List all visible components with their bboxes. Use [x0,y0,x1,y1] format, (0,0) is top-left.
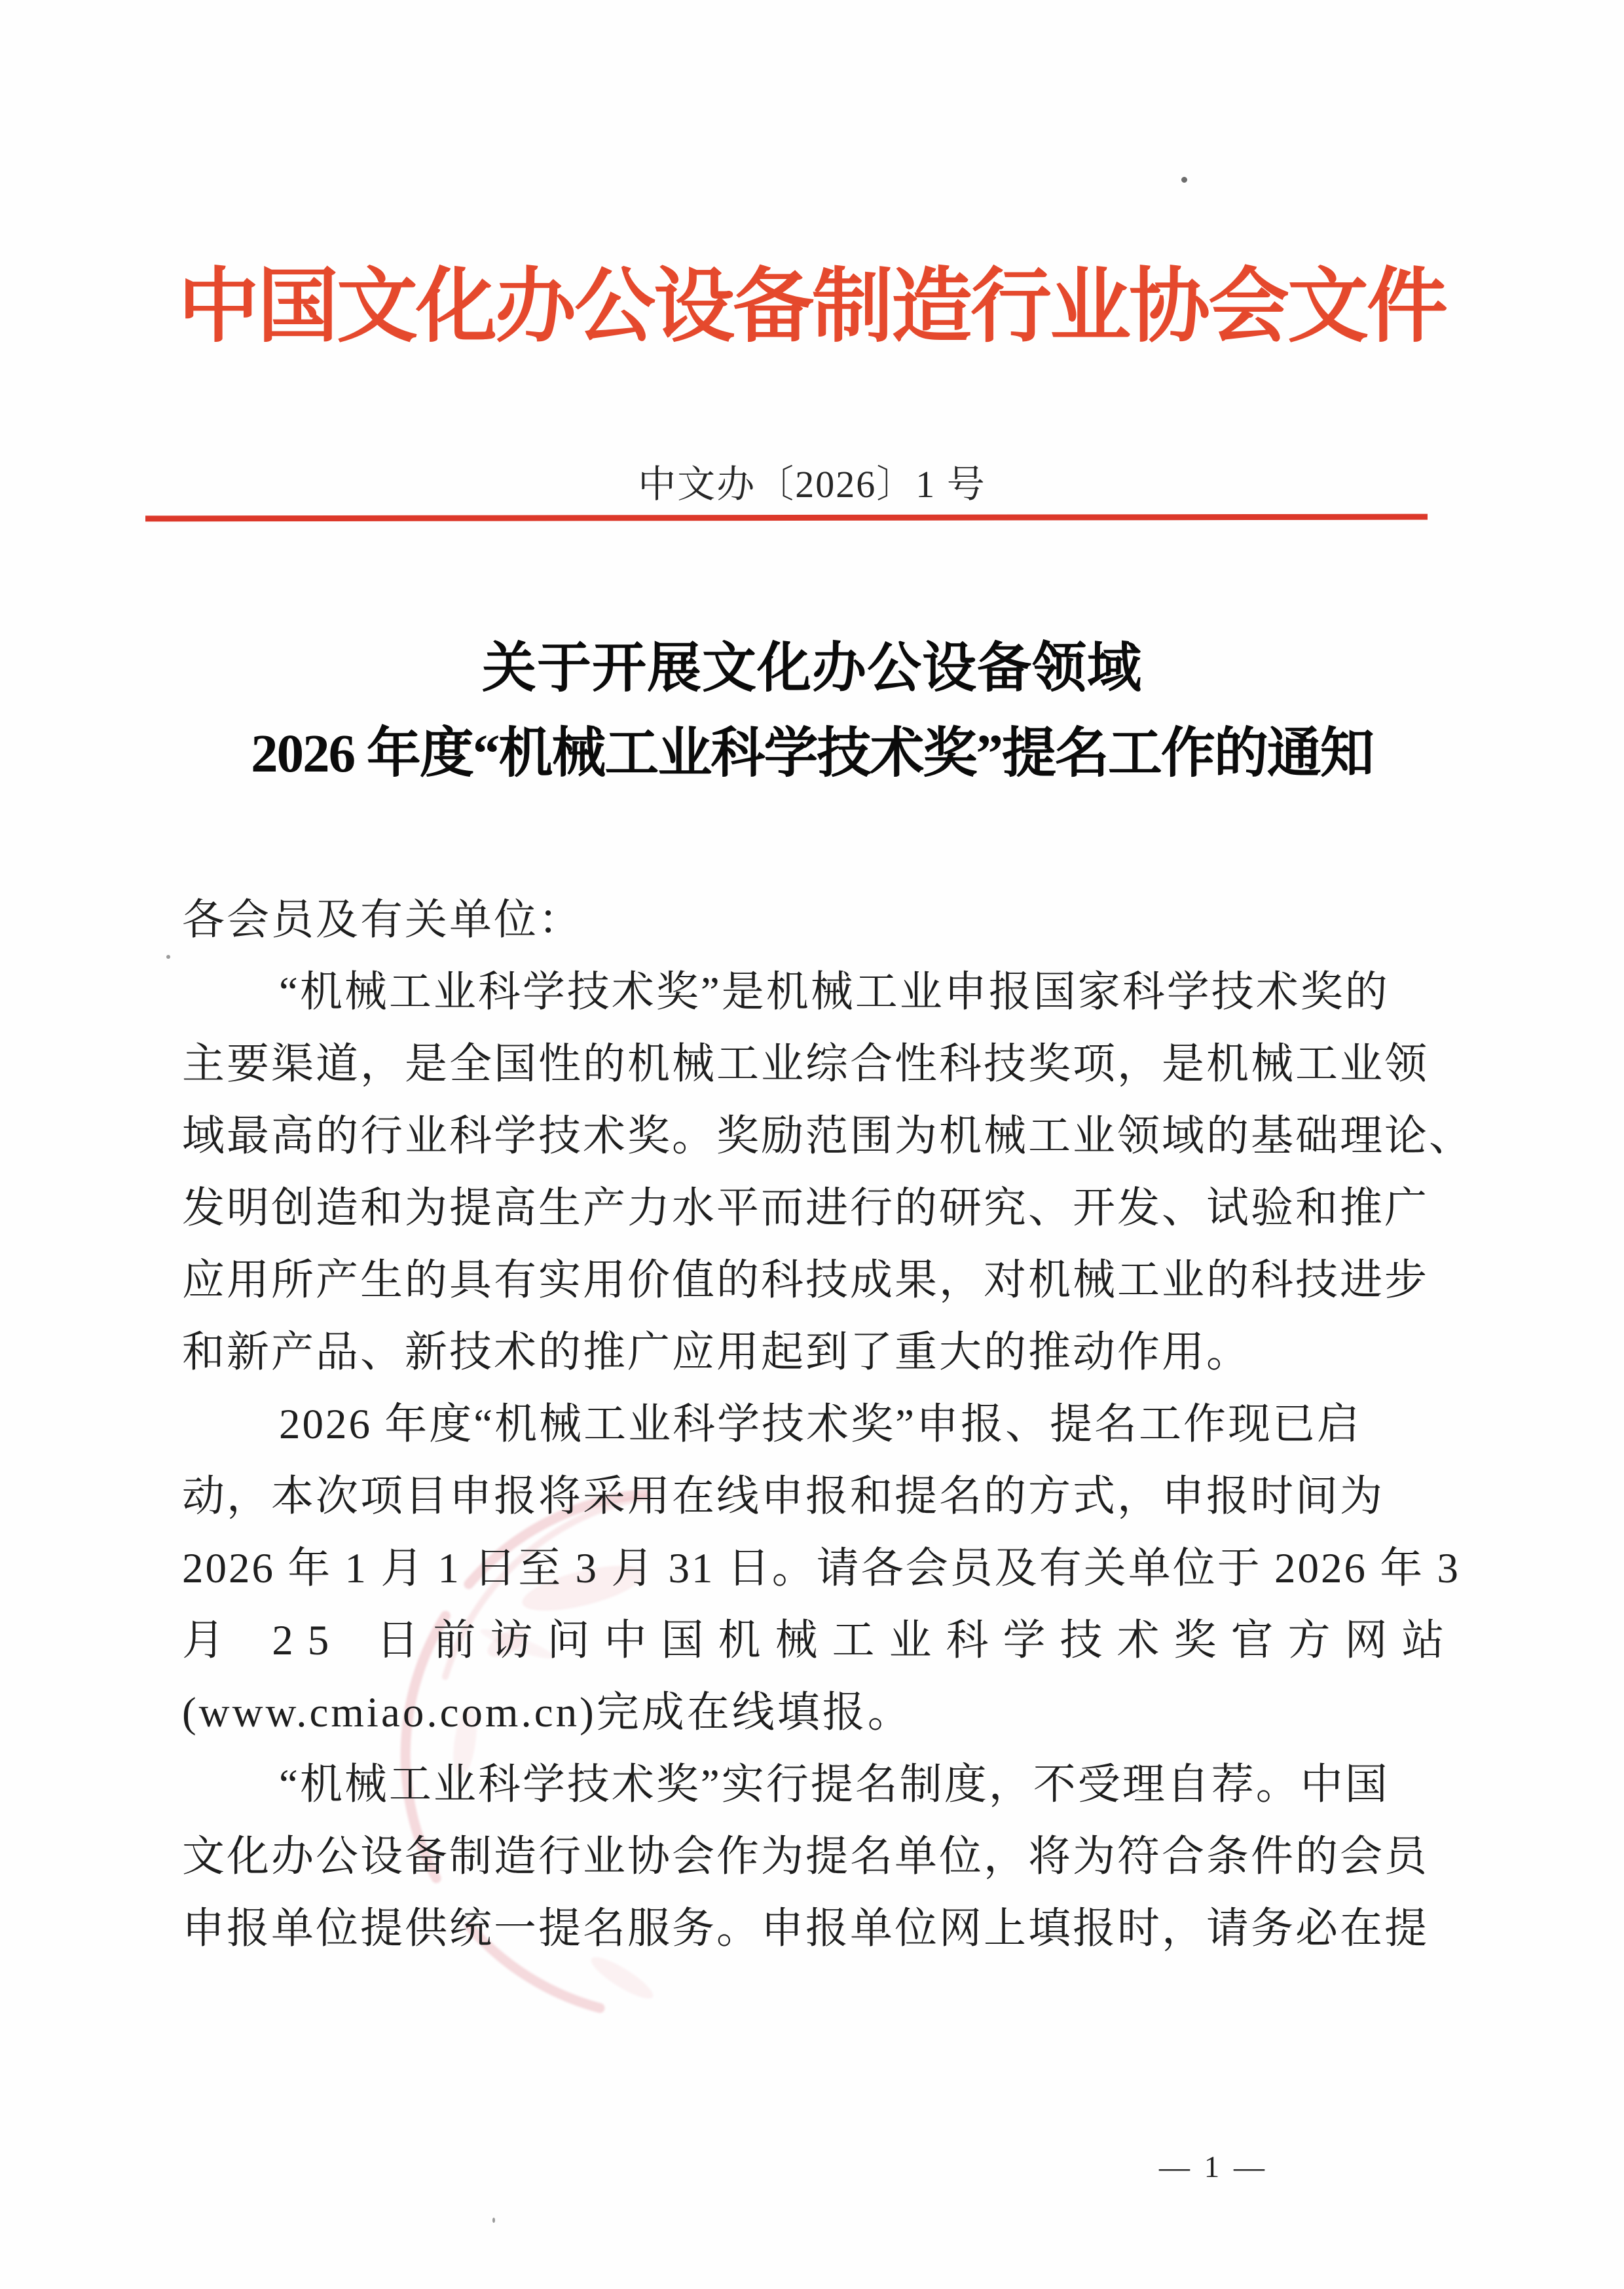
body-line: 各会员及有关单位： [182,897,583,944]
scan-speck [166,955,170,959]
org-title: 中国文化办公设备制造行业协会文件 [177,262,1446,352]
doc-number: 中文办〔2026〕1 号 [638,463,986,506]
red-divider-rule [145,514,1428,522]
body-line: (www.cmiao.com.cn)完成在线填报。 [182,1689,913,1736]
page-number: — 1 — [1159,2150,1268,2184]
body-line: 和新产品、新技术的推广应用起到了重大的推动作用。 [182,1329,1251,1376]
body-line: 发明创造和为提高生产力水平而进行的研究、开发、试验和推广 [182,1185,1430,1232]
body-line: 2026 年 1 月 1 日至 3 月 31 日。请各会员及有关单位于 2026 年 3 [182,1545,1461,1592]
body-line: 申报单位提供统一提名服务。申报单位网上填报时，请务必在提 [182,1905,1430,1952]
body-line: “机械工业科学技术奖”是机械工业申报国家科学技术奖的 [279,969,1390,1016]
notice-title-line1: 关于开展文化办公设备领域 [482,638,1142,698]
body-line: 域最高的行业科学技术奖。奖励范围为机械工业领域的基础理论、 [182,1113,1474,1160]
body-line: 文化办公设备制造行业协会作为提名单位，将为符合条件的会员 [182,1833,1430,1880]
body-line: 动，本次项目申报将采用在线申报和提名的方式，申报时间为 [182,1473,1385,1520]
body-line: 月 25 日前访问中国机械工业科学技术奖官方网站 [182,1617,1459,1664]
notice-body [182,884,1474,1965]
notice-title-line2: 2026 年度“机械工业科学技术奖”提名工作的通知 [251,723,1373,783]
body-line: 应用所产生的具有实用价值的科技成果，对机械工业的科技进步 [182,1257,1430,1304]
scan-speck [1181,177,1187,183]
body-line: 2026 年度“机械工业科学技术奖”申报、提名工作现已启 [279,1401,1361,1448]
scan-speck [492,2218,495,2223]
body-line: “机械工业科学技术奖”实行提名制度，不受理自荐。中国 [279,1761,1390,1808]
body-line: 主要渠道，是全国性的机械工业综合性科技奖项，是机械工业领 [182,1041,1430,1088]
